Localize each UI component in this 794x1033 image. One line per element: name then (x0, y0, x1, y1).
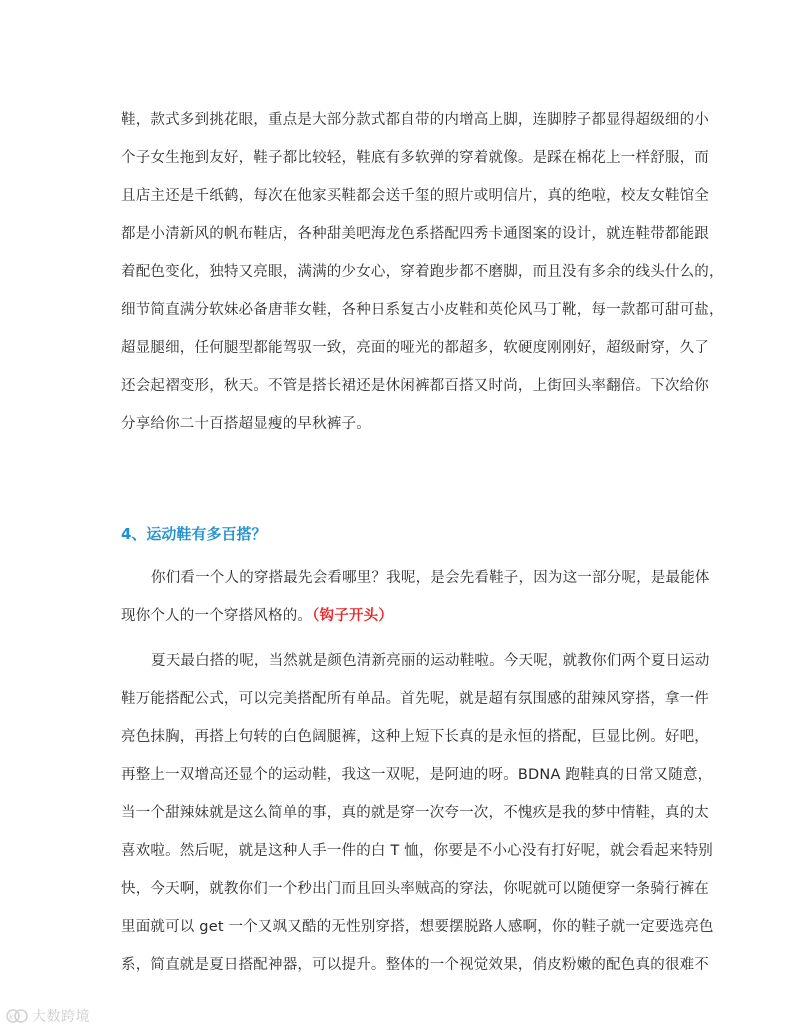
paragraph-line: 你们看一个人的穿搭最先会看哪里？我呢，是会先看鞋子，因为这一部分呢，是最能体 (151, 570, 710, 586)
paragraph-line: 夏天最白搭的呢，当然就是颜色清新亮丽的运动鞋啦。今天呢，就教你们两个夏日运动 (151, 653, 710, 669)
paragraph-line-with-hook (121, 606, 681, 626)
paragraph-line: 喜欢啦。然后呢，就是这种人手一件的白 T 恤，你要是不小心没有打好呢，就会看起来特别 (121, 843, 713, 859)
paragraph-line: 鞋万能搭配公式，可以完美搭配所有单品。首先呢，就是超有氛围感的甜辣风穿搭，拿一件 (121, 691, 709, 707)
paragraph-line: 再整上一双增高还显个的运动鞋，我这一双呢，是阿迪的呀。BDNA 跑鞋真的日常又随意， (121, 767, 713, 783)
paragraph-line: 还会起褶变形，秋天。不管是搭长裙还是休闲裤都百搭又时尚，上街回头率翻倍。下次给你 (121, 378, 709, 394)
paragraph-line: 分享给你二十百搭超显瘦的早秋裤子。 (121, 416, 371, 432)
paragraph-line: 鞋，款式多到挑花眼，重点是大部分款式都自带的内增高上脚，连脚脖子都显得超级细的小 (121, 112, 709, 128)
svg-text:k: k (9, 1012, 14, 1022)
paragraph-line: 系，简直就是夏日搭配神器，可以提升。整体的一个视觉效果，俏皮粉嫩的配色真的很难不 (121, 957, 709, 973)
watermark-text: 大数跨境 (32, 1009, 90, 1025)
paragraph-line: 里面就可以 get 一个又飒又酷的无性别穿搭，想要摆脱路人感啊，你的鞋子就一定要选亮色 (121, 919, 714, 935)
watermark (6, 1006, 90, 1026)
paragraph-line: 且店主还是千纸鹤，每次在他家买鞋都会送千玺的照片或明信片，真的绝啦，校友女鞋馆全 (121, 188, 709, 204)
paragraph-line: 着配色变化，独特又亮眼，满满的少女心，穿着跑步都不磨脚，而且没有多余的线头什么的， (121, 264, 724, 280)
paragraph-line: 都是小清新风的帆布鞋店，各种甜美吧海龙色系搭配四秀卡通图案的设计，就连鞋带都能跟 (121, 226, 709, 242)
watermark-logo-icon (6, 1007, 28, 1025)
paragraph-line: 个子女生拖到友好，鞋子都比较轻，鞋底有多软弹的穿着就像。是踩在棉花上一样舒服，而 (121, 150, 709, 166)
paragraph-line: 快，今天啊，就教你们一个秒出门而且回头率贼高的穿法，你呢就可以随便穿一条骑行裤在 (121, 881, 709, 897)
paragraph-text: 现你个人的一个穿搭风格的。 (121, 608, 313, 624)
paragraph-line: 细节简直满分软妹必备唐菲女鞋，各种日系复古小皮鞋和英伦风马丁靴，每一款都可甜可盐， (121, 302, 724, 318)
paragraph-line: 亮色抹胸，再搭上句转的白色阔腿裤，这种上短下长真的是永恒的搭配，巨显比例。好吧， (121, 729, 709, 745)
paragraph-line: 当一个甜辣妹就是这么简单的事，真的就是穿一次夸一次，不愧疚是我的梦中情鞋，真的太 (121, 805, 709, 821)
hook-label: （钩子开头） (312, 608, 394, 624)
section-heading: 4、运动鞋有多百搭？ (121, 525, 267, 543)
paragraph-line: 超显腿细，任何腿型都能驾驭一致，亮面的哑光的都超多，软硬度刚刚好，超级耐穿，久了 (121, 340, 709, 356)
